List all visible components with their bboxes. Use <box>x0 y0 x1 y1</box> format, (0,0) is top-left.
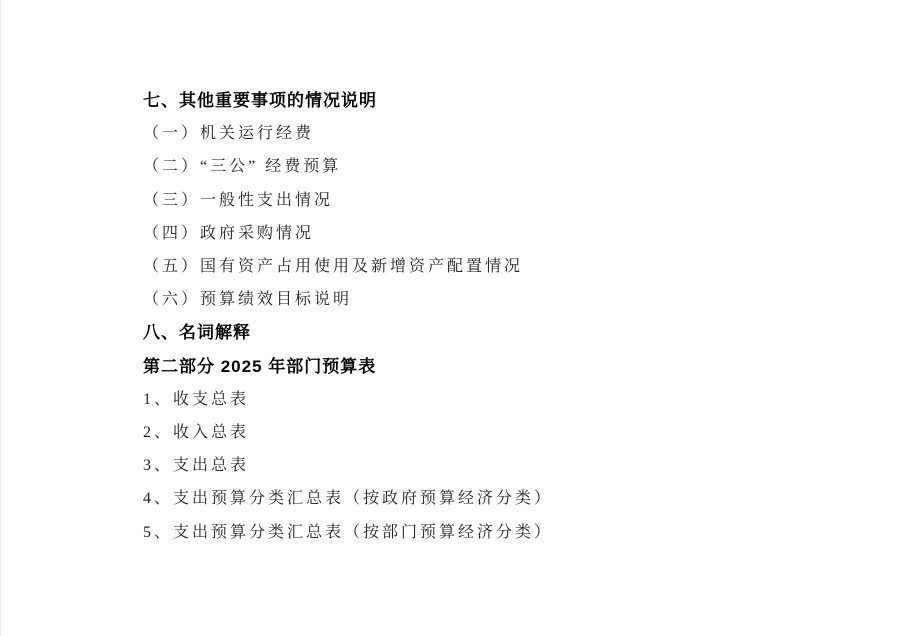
list-item-3: （三）一般性支出情况 <box>143 191 334 209</box>
section-heading-8: 八、名词解释 <box>143 323 251 343</box>
table-item-4: 4、支出预算分类汇总表（按政府预算经济分类） <box>143 490 554 508</box>
list-item-2: （二）“三公” 经费预算 <box>143 158 342 176</box>
list-item-6: （六）预算绩效目标说明 <box>143 291 353 309</box>
part-2-heading: 第二部分 2025 年部门预算表 <box>143 356 377 376</box>
list-item-1: （一）机关运行经费 <box>143 125 315 143</box>
table-item-1: 1、收支总表 <box>143 390 250 408</box>
table-item-2: 2、收入总表 <box>143 423 250 441</box>
table-item-3: 3、支出总表 <box>143 457 250 475</box>
document-content <box>143 82 860 547</box>
section-heading-7: 七、其他重要事项的情况说明 <box>143 91 377 111</box>
list-item-4: （四）政府采购情况 <box>143 224 315 242</box>
list-item-5: （五）国有资产占用使用及新增资产配置情况 <box>143 258 524 276</box>
table-item-5: 5、支出预算分类汇总表（按部门预算经济分类） <box>143 523 554 541</box>
